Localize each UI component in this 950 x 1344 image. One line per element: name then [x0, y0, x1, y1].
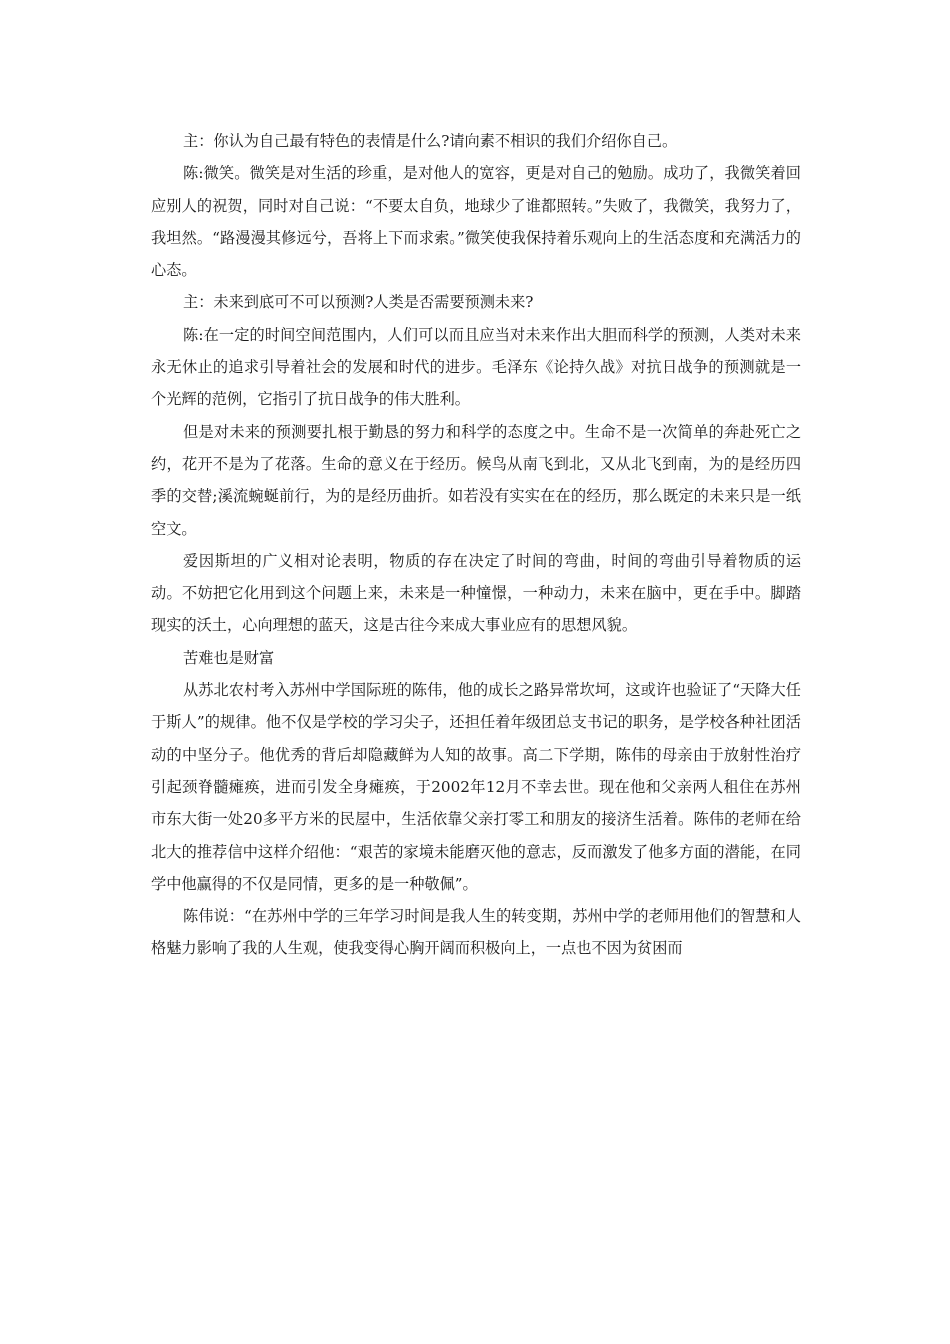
paragraph-chen-wei-story: 从苏北农村考入苏州中学国际班的陈伟，他的成长之路异常坎坷，这或许也验证了“天降大任于斯人”的规律。他不仅是学校的学习尖子，还担任着年级团总支书记的职务，是学校各种社团活动的中坚分子。他优秀的背后却隐藏鲜为人知的故事。高二下学期，陈伟的母亲由于放射性治疗引起颈脊髓瘫痪，进而引发全身瘫痪，于2002年12月不幸去世。现在他和父亲两人租住在苏州市东大街一处20多平方米的民屋中，生活依靠父亲打零工和朋友的接济生活着。陈伟的老师在给北大的推荐信中这样介绍他：“艰苦的家境未能磨灭他的意志，反而激发了他多方面的潜能，在同学中他赢得的不仅是同情，更多的是一种敬佩”。: [151, 681, 801, 893]
paragraph-chen-answer-1: 陈:微笑。微笑是对生活的珍重，是对他人的宽容，更是对自己的勉励。成功了，我微笑着回应别人的祝贺，同时对自己说：“不要太自负，地球少了谁都照转。”失败了，我微笑，我努力了，我坦然。“路漫漫其修远兮，吾将上下而求索。”微笑使我保持着乐观向上的生活态度和充满活力的心态。: [151, 164, 801, 280]
section-heading: 苦难也是财富: [183, 648, 275, 667]
paragraph-future-prediction: 但是对未来的预测要扎根于勤恳的努力和科学的态度之中。生命不是一次简单的奔赴死亡之约，花开不是为了花落。生命的意义在于经历。候鸟从南飞到北，又从北飞到南，为的是经历四季的交替;溪流蜿蜒前行，为的是经历曲折。如若没有实实在在的经历，那么既定的未来只是一纸空文。: [151, 422, 801, 538]
paragraph-chen-answer-2: 陈:在一定的时间空间范围内，人们可以而且应当对未来作出大胆而科学的预测，人类对未来永无休止的追求引导着社会的发展和时代的进步。毛泽东《论持久战》对抗日战争的预测就是一个光辉的范例，它指引了抗日战争的伟大胜利。: [151, 325, 801, 409]
paragraph-relativity: 爱因斯坦的广义相对论表明，物质的存在决定了时间的弯曲，时间的弯曲引导着物质的运动。不妨把它化用到这个问题上来，未来是一种憧憬，一种动力，未来在脑中，更在手中。脚踏现实的沃土，心向理想的蓝天，这是古往今来成大事业应有的思想风貌。: [151, 551, 801, 635]
paragraph-chen-wei-quote: 陈伟说：“在苏州中学的三年学习时间是我人生的转变期，苏州中学的老师用他们的智慧和人格魅力影响了我的人生观，使我变得心胸开阔而积极向上，一点也不因为贫困而: [151, 907, 801, 958]
document-body: [151, 125, 801, 965]
paragraph-host-question-1: 主：你认为自己最有特色的表情是什么?请向素不相识的我们介绍你自己。: [183, 132, 678, 150]
paragraph-host-question-2: 主：未来到底可不可以预测?人类是否需要预测未来?: [183, 293, 534, 312]
